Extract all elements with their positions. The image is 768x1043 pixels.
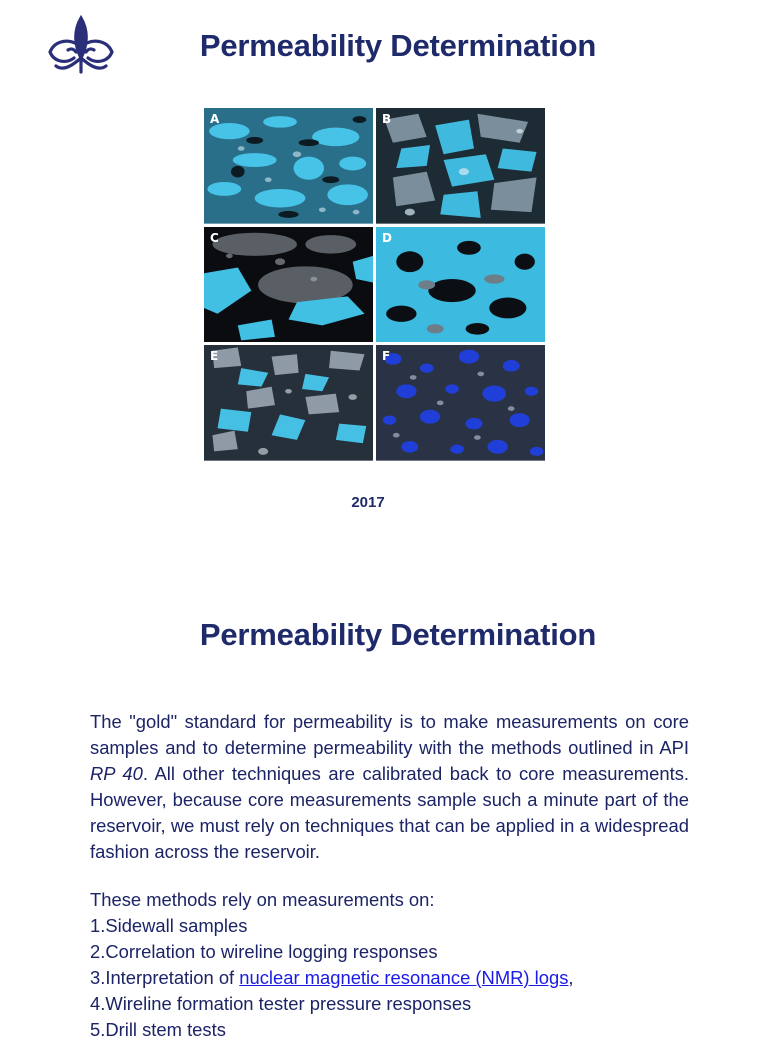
methods-list <box>90 887 710 1043</box>
panel-label: A <box>210 112 220 126</box>
panel-d-image <box>376 227 545 343</box>
paragraph-text-2: . All other techniques are calibrated back to core measurements. However, because core measurements sample such a minute part of the reservoir, we must rely on techniques that can be applied in a widespread fashion across the reservoir. <box>90 763 689 862</box>
header-title: Permeability Determination <box>199 28 597 63</box>
nmr-logs-link[interactable]: nuclear magnetic resonance (NMR) logs <box>239 967 569 988</box>
panel-label: D <box>382 230 392 245</box>
paragraph-text-1: The "gold" standard for permeability is to make measurements on core samples and to determine permeability with the methods outlined in API <box>90 711 689 758</box>
panel-label: F <box>382 349 391 364</box>
photo-panel-a <box>204 108 373 224</box>
paragraph-api-reference: RP 40 <box>90 763 143 784</box>
methods-intro: These methods rely on measurements on: <box>90 889 435 910</box>
thin-section-photo-grid <box>204 108 545 461</box>
panel-f-image <box>376 345 545 461</box>
intro-paragraph <box>90 709 689 865</box>
panel-label: B <box>382 112 392 126</box>
list-item-prefix: 3.Interpretation of <box>90 967 240 988</box>
list-item: 1.Sidewall samples <box>90 915 248 936</box>
photo-panel-c <box>204 227 373 343</box>
list-item-suffix: , <box>568 967 574 988</box>
list-item: 2.Correlation to wireline logging responses <box>90 941 438 962</box>
section-title: Permeability Determination <box>199 617 597 652</box>
list-item <box>90 965 710 991</box>
photo-panel-f <box>376 345 545 461</box>
list-item: 4.Wireline formation tester pressure responses <box>90 993 472 1014</box>
list-item: 5.Drill stem tests <box>90 1019 226 1040</box>
panel-b-image <box>376 108 545 224</box>
panel-label: C <box>210 230 219 245</box>
photo-panel-b <box>376 108 545 224</box>
photo-panel-d <box>376 227 545 343</box>
publication-year: 2017 <box>351 494 385 511</box>
panel-e-image <box>204 345 373 461</box>
panel-c-image <box>204 227 373 343</box>
photo-panel-e <box>204 345 373 461</box>
panel-a-image <box>204 108 373 224</box>
panel-label: E <box>210 349 219 364</box>
